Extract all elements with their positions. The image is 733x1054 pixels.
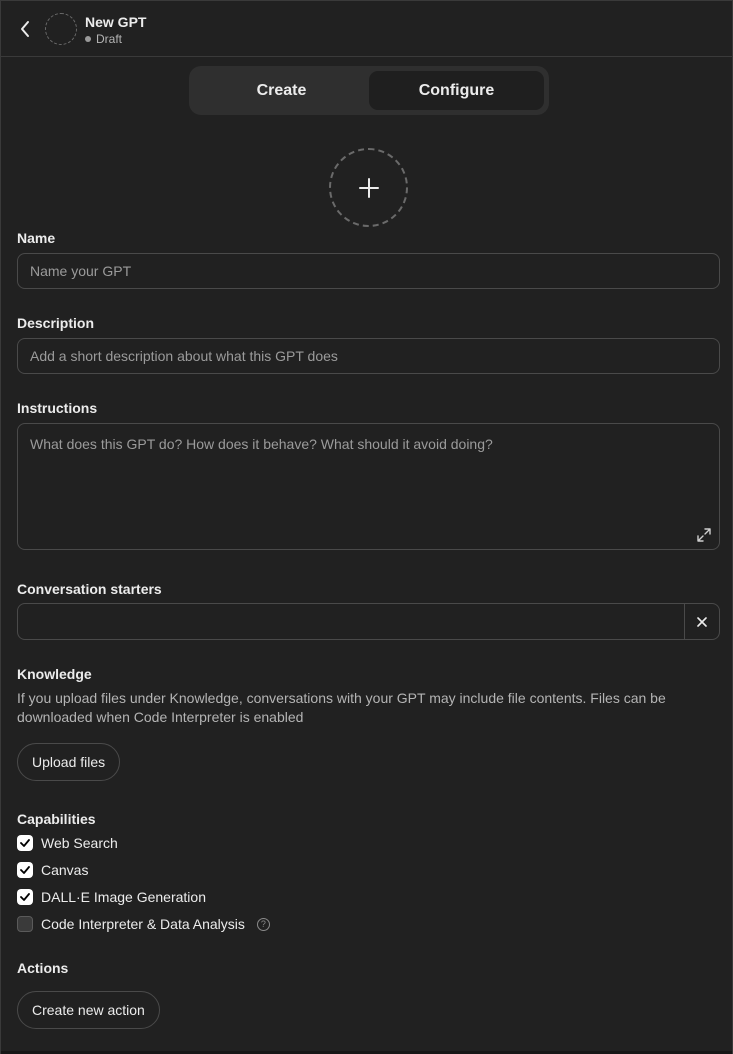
- name-label: Name: [17, 230, 56, 246]
- instructions-label: Instructions: [17, 400, 98, 416]
- help-icon[interactable]: ?: [257, 918, 270, 931]
- name-input[interactable]: [17, 253, 720, 289]
- mode-tabs: [189, 66, 549, 115]
- status-indicator: [85, 32, 122, 46]
- capabilities-label: Capabilities: [17, 811, 96, 827]
- check-icon: [20, 866, 30, 874]
- knowledge-label: Knowledge: [17, 666, 92, 682]
- back-button[interactable]: [13, 17, 37, 41]
- close-icon: [697, 617, 707, 627]
- conversation-starters-label: Conversation starters: [17, 581, 162, 597]
- expand-icon[interactable]: [696, 527, 712, 543]
- tab-create[interactable]: Create: [256, 81, 307, 99]
- capability-dalle[interactable]: [17, 889, 206, 905]
- checkbox-unchecked[interactable]: [17, 916, 33, 932]
- capability-web-search[interactable]: [17, 835, 118, 851]
- instructions-textarea[interactable]: [17, 423, 720, 550]
- checkbox-checked[interactable]: [17, 835, 33, 851]
- checkbox-checked[interactable]: [17, 862, 33, 878]
- status-text: Draft: [96, 32, 123, 46]
- description-label: Description: [17, 315, 95, 331]
- capability-code-interpreter[interactable]: [17, 916, 270, 932]
- upload-files-button[interactable]: Upload files: [17, 743, 120, 781]
- remove-starter-button[interactable]: [684, 604, 719, 639]
- status-dot-icon: [85, 36, 91, 42]
- create-new-action-button[interactable]: Create new action: [17, 991, 160, 1029]
- check-icon: [20, 839, 30, 847]
- tab-configure[interactable]: Configure: [369, 71, 544, 110]
- capability-label: Web Search: [41, 835, 118, 851]
- checkbox-checked[interactable]: [17, 889, 33, 905]
- check-icon: [20, 893, 30, 901]
- plus-icon: [358, 177, 380, 199]
- gpt-avatar-placeholder: [45, 13, 77, 45]
- header: [1, 1, 732, 57]
- chevron-left-icon: [19, 20, 31, 38]
- knowledge-description: If you upload files under Knowledge, conversations with your GPT may include file contents. Files can be downloaded when Code Interpreter is enabled: [17, 690, 666, 725]
- actions-label: Actions: [17, 960, 69, 976]
- description-input[interactable]: [17, 338, 720, 374]
- capability-label: Code Interpreter & Data Analysis: [41, 916, 245, 932]
- conversation-starter-input[interactable]: [18, 604, 684, 639]
- capability-label: DALL·E Image Generation: [41, 889, 206, 905]
- conversation-starter-row: [17, 603, 720, 640]
- gpt-title: New GPT: [85, 14, 147, 30]
- capability-label: Canvas: [41, 862, 89, 878]
- avatar-upload-button[interactable]: [329, 148, 408, 227]
- capability-canvas[interactable]: [17, 862, 88, 878]
